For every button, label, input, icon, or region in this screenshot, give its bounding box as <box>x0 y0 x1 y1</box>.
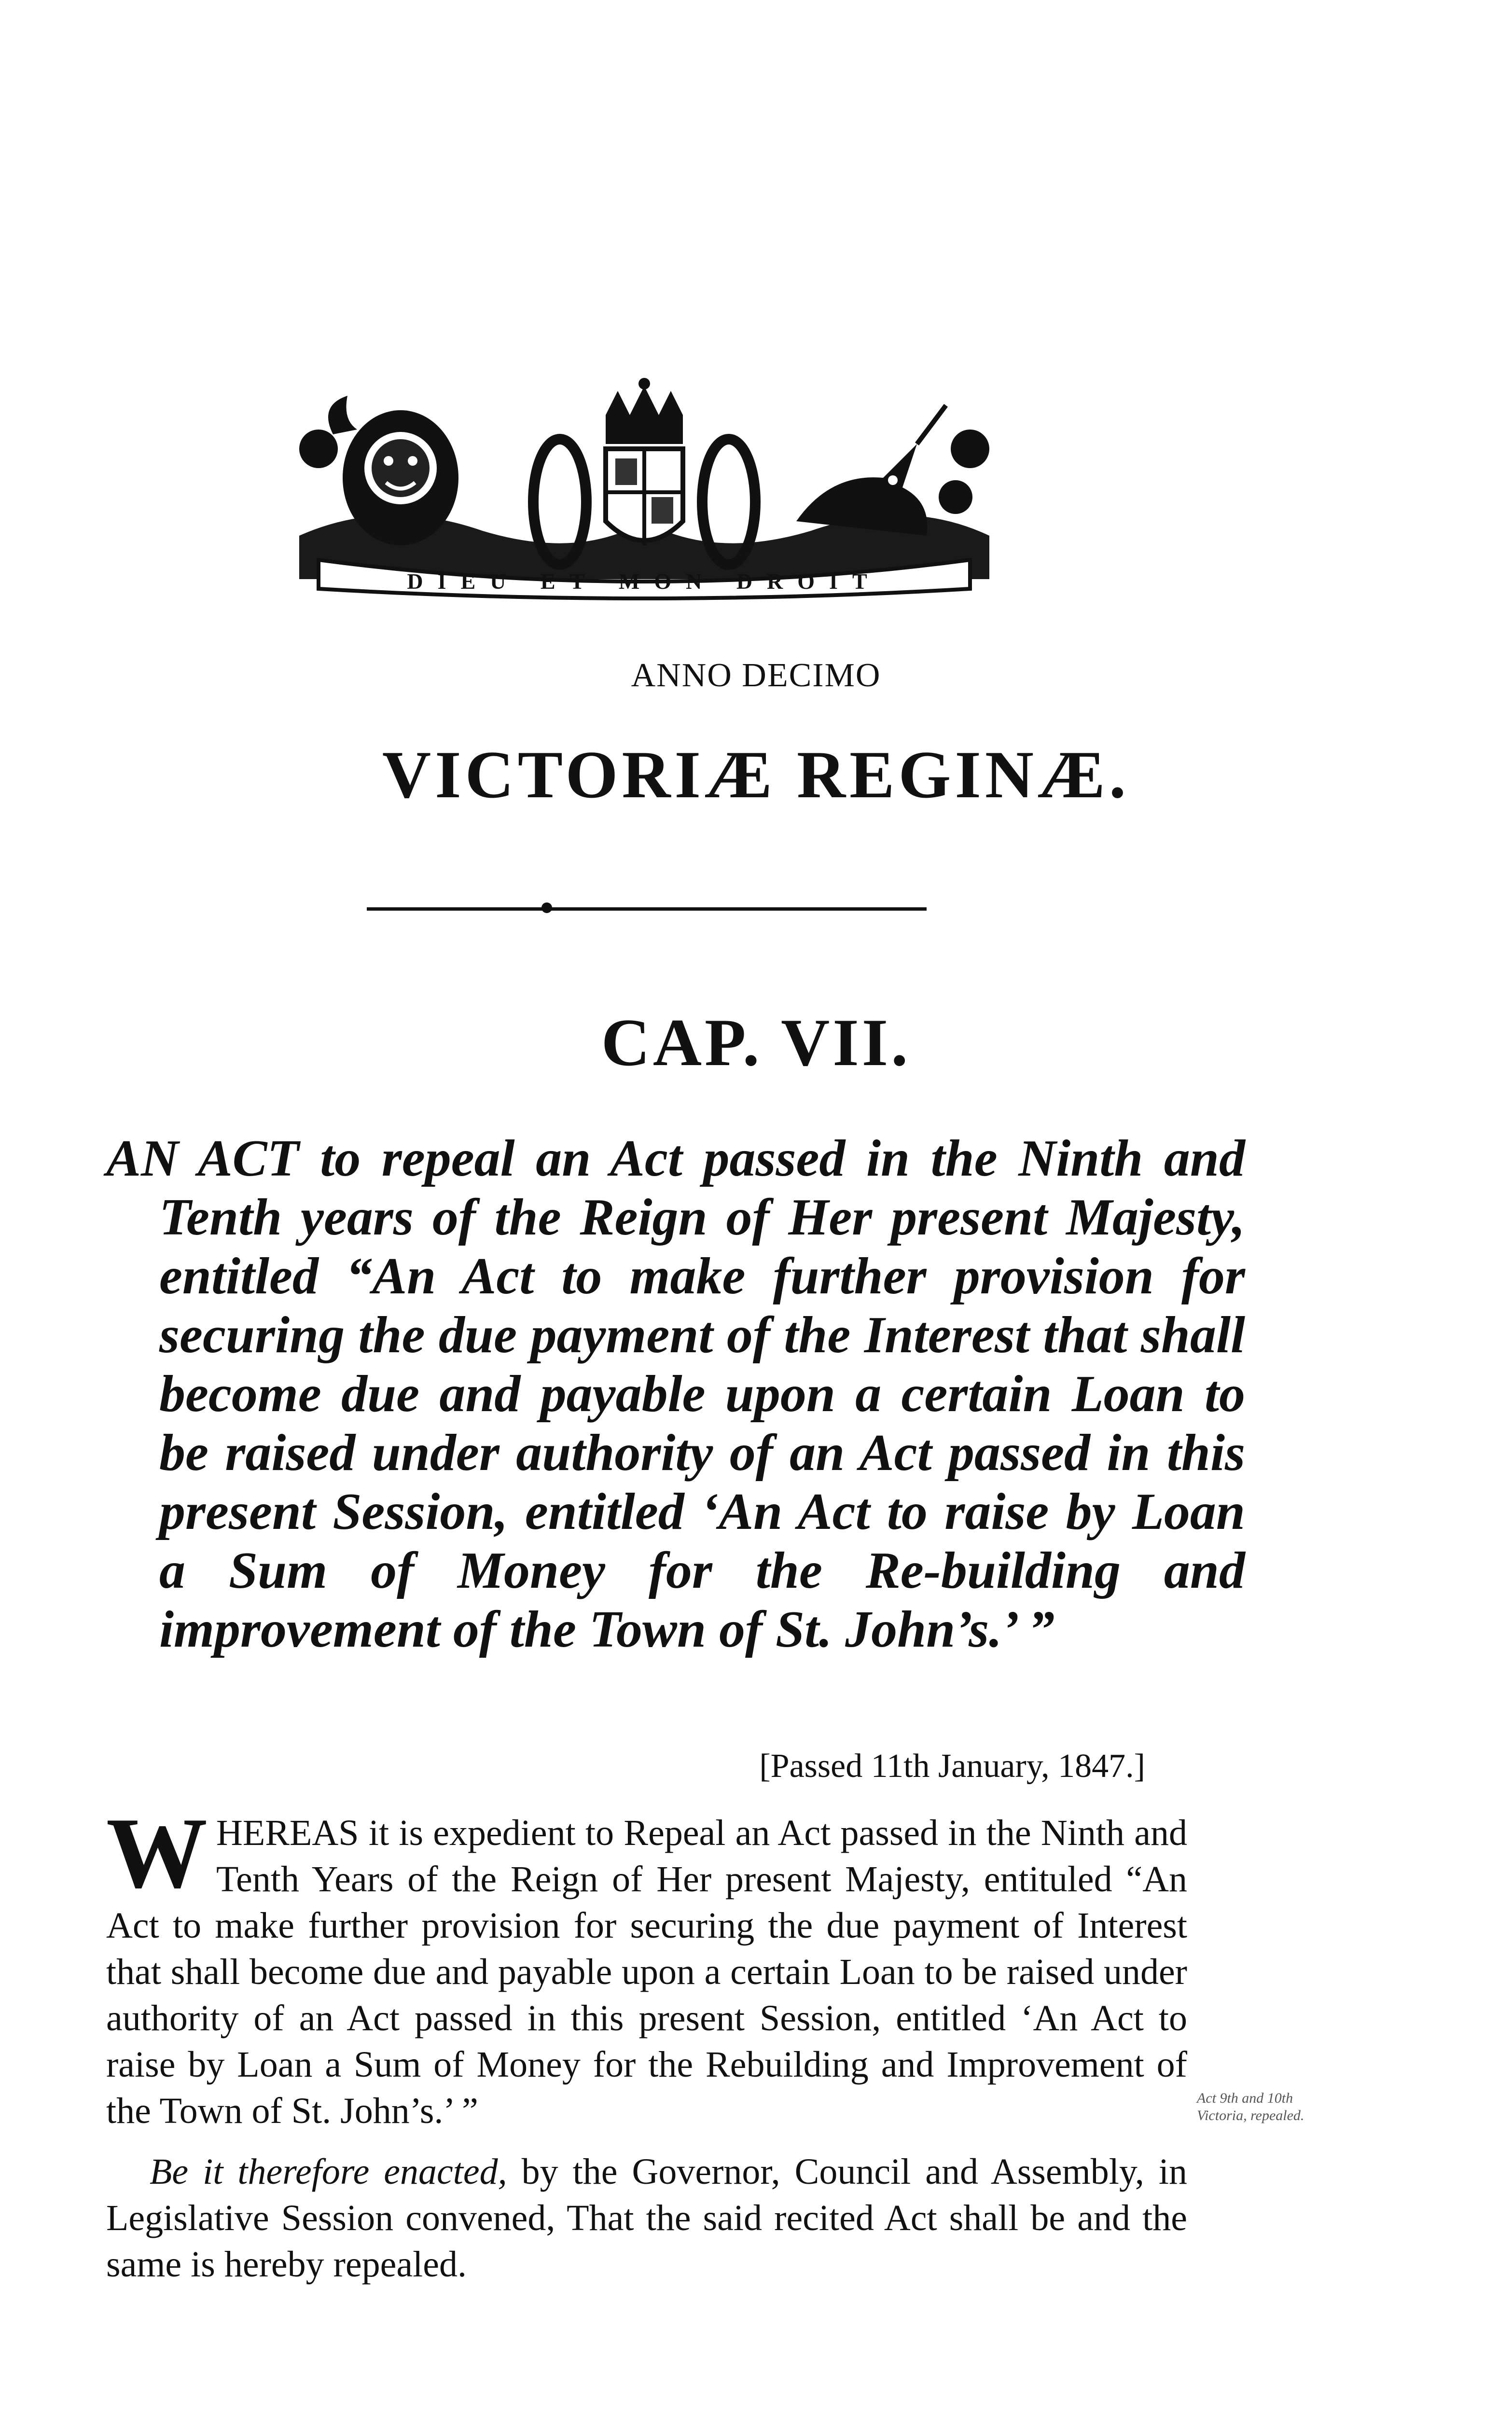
chapter-number: CAP. VII. <box>601 1005 911 1080</box>
unicorn-supporter-icon <box>796 405 946 536</box>
preamble-text: HEREAS it is expedient to Repeal an Act passed in the Ninth and Tenth Years of the Reign of Her present Majesty, entituled “An Act to make further provision for securing the due payment of Interest that shall become due and payable upon a certain Loan to be raised under authority of an Act passed in this present Session, entitled ‘An Act to raise by Loan a Sum of Money for the Rebuilding and Improvement of the Town of St. John’s.’ ” <box>106 1813 1187 2131</box>
ornamental-rule <box>367 907 927 911</box>
anno-heading: ANNO DECIMO <box>631 657 881 694</box>
crown-icon <box>606 378 683 444</box>
passed-date: [Passed 11th January, 1847.] <box>759 1747 1145 1785</box>
enactment-paragraph <box>106 2149 1187 2288</box>
marginal-note: Act 9th and 10th Victoria, repealed. <box>1197 2090 1304 2123</box>
preamble-paragraph <box>106 1797 1187 2134</box>
rule-ornament-dot <box>541 902 552 913</box>
drop-capital: W <box>106 1797 208 1909</box>
enactment-text: by the Governor, Council and Assembly, in Legislative Session convened, That the said recited Act shall be and the same is hereby repealed. <box>106 2151 1187 2285</box>
shield-icon <box>606 449 683 545</box>
act-body <box>106 1797 1187 2288</box>
arms-motto: DIEU ET MON DROIT <box>407 569 882 594</box>
regnal-heading: VICTORIÆ REGINÆ. <box>382 737 1130 812</box>
enactment-lead: Be it therefore enacted, <box>150 2151 507 2192</box>
act-title: AN ACT to repeal an Act passed in the Ninth and Tenth years of the Reign of Her present Majesty, entitled “An Act to make further provision for securing the due payment of the Interest that shall become due and payable upon a certain Loan to be raised under authority of an Act passed in this present Session, entitled ‘An Act to raise by Loan a Sum of Money for the Re-building and improvement of the Town of St. John’s.’ ” <box>106 1130 1245 1658</box>
royal-arms-emblem <box>290 376 999 608</box>
